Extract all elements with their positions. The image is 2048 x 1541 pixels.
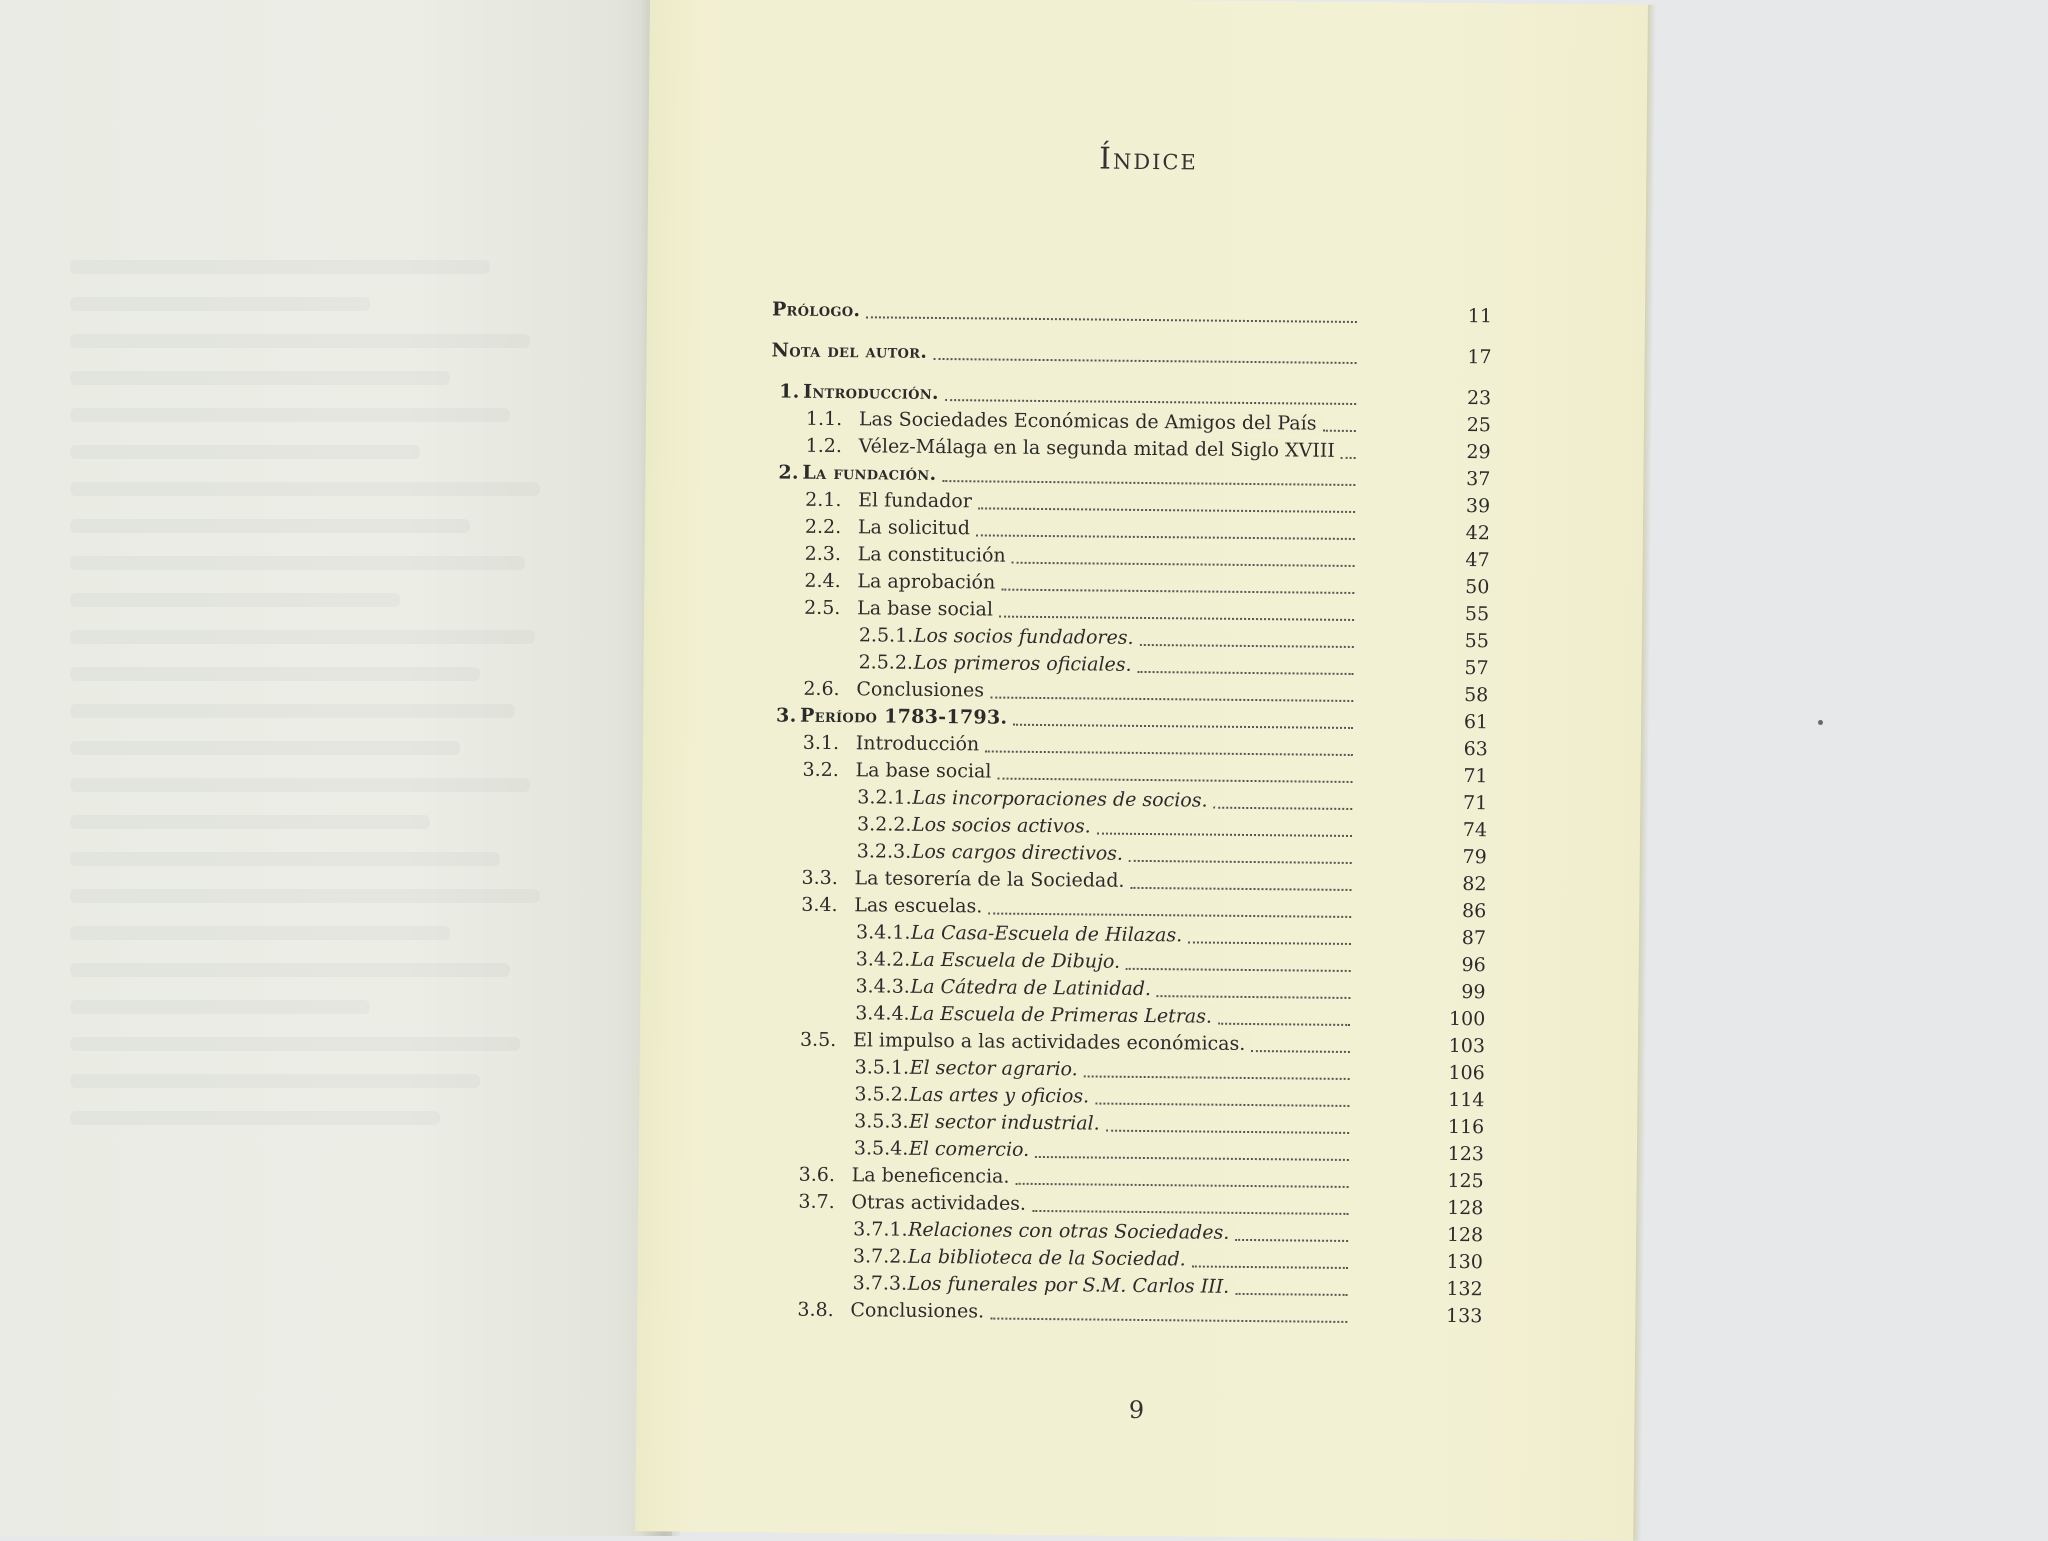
leader-dots <box>1016 1183 1349 1188</box>
toc-entry-label: Introducción. <box>803 381 945 404</box>
page-number: 9 <box>1128 1395 1145 1425</box>
toc-entry-number: 2.5.1. <box>858 624 914 647</box>
toc-entry-label: Nota del autor. <box>772 339 934 363</box>
leader-dots <box>1156 995 1350 999</box>
leader-dots <box>1032 1210 1348 1215</box>
table-of-contents <box>762 298 1492 1332</box>
toc-entry-label: La solicitud <box>858 516 976 539</box>
leader-dots <box>1138 671 1354 675</box>
toc-entry-page: 87 <box>1461 927 1487 950</box>
toc-entry-page: 103 <box>1448 1034 1486 1058</box>
toc-entry-number: 3.2. <box>802 758 839 782</box>
toc-entry-page: 58 <box>1464 684 1489 707</box>
toc-entry-page: 82 <box>1462 873 1487 896</box>
toc-entry-page: 57 <box>1464 657 1489 680</box>
toc-entry-number: 3.8. <box>797 1298 834 1322</box>
toc-entry-number: 3.4. <box>801 893 838 917</box>
toc-entry-number: 1. <box>779 380 800 403</box>
toc-entry-label: La constitución <box>858 543 1012 566</box>
toc-entry-number: 3.3. <box>801 866 838 890</box>
toc-entry-number: 3.4.2. <box>855 948 911 971</box>
toc-entry-label: Conclusiones. <box>850 1299 990 1322</box>
leader-dots <box>1106 1130 1349 1134</box>
bleed-through-text <box>70 260 550 1148</box>
toc-entry-number: 3.7.1. <box>853 1218 908 1241</box>
toc-entry-page: 96 <box>1461 954 1486 977</box>
toc-entry-page: 123 <box>1447 1142 1485 1166</box>
toc-entry-page: 133 <box>1446 1304 1483 1328</box>
toc-entry-number: 1.1. <box>805 407 843 431</box>
toc-entry-page: 23 <box>1466 387 1492 410</box>
toc-entry-label: Período 1783-1793. <box>800 705 1013 729</box>
toc-entry-page: 74 <box>1462 819 1488 842</box>
toc-entry-page: 55 <box>1464 603 1490 626</box>
toc-entry-number: 2.1. <box>805 488 842 512</box>
toc-entry-label: Los socios fundadores. <box>914 625 1140 649</box>
leader-dots <box>1235 1239 1348 1242</box>
toc-entry-number: 3. <box>776 704 797 727</box>
leader-dots <box>942 480 1355 486</box>
toc-entry-number: 2.5.2. <box>858 651 914 674</box>
leader-dots <box>1218 1023 1350 1026</box>
toc-entry-label: Relaciones con otras Sociedades. <box>908 1219 1235 1244</box>
toc-entry-label: Las incorporaciones de socios. <box>912 787 1213 812</box>
toc-entry-page: 50 <box>1465 576 1490 599</box>
toc-entry-page: 39 <box>1465 495 1491 518</box>
toc-entry-page: 128 <box>1446 1223 1484 1247</box>
toc-entry-label: La beneficencia. <box>852 1164 1016 1188</box>
toc-entry-number: 2.3. <box>804 542 842 566</box>
toc-entry-label: Introducción <box>856 732 986 755</box>
toc-entry-label: El impulso a las actividades económicas. <box>853 1029 1252 1055</box>
toc-entry-label: Las escuelas. <box>854 894 988 917</box>
toc-entry-number: 2.4. <box>804 569 841 593</box>
toc-entry <box>762 1298 1482 1332</box>
toc-entry-number: 2. <box>778 461 799 484</box>
toc-entry-label: Conclusiones <box>856 678 990 701</box>
leader-dots <box>1188 941 1351 945</box>
toc-entry-page: 128 <box>1447 1196 1484 1220</box>
toc-entry-page: 25 <box>1466 414 1492 437</box>
leader-dots <box>1012 562 1355 567</box>
leader-dots <box>1341 457 1356 459</box>
toc-entry-number: 3.1. <box>802 731 840 755</box>
leader-dots <box>978 507 1355 513</box>
toc-entry-number: 2.5. <box>804 596 841 620</box>
toc-entry-label: La base social <box>855 759 997 782</box>
toc-entry-label: La biblioteca de la Sociedad. <box>908 1246 1192 1271</box>
toc-entry-page: 61 <box>1463 711 1489 734</box>
right-page <box>635 0 1650 1541</box>
leader-dots <box>999 616 1354 621</box>
toc-entry-number: 3.7.2. <box>852 1245 908 1268</box>
leader-dots <box>1323 430 1356 432</box>
leader-dots <box>1013 724 1353 729</box>
toc-entry-page: 130 <box>1446 1250 1484 1274</box>
toc-entry-label: Prólogo. <box>772 298 867 321</box>
toc-entry-page: 42 <box>1465 522 1491 545</box>
left-page <box>0 0 672 1536</box>
toc-entry-page: 100 <box>1448 1007 1486 1031</box>
toc-entry-label: El sector industrial. <box>909 1111 1106 1135</box>
toc-entry <box>771 339 1491 373</box>
toc-entry-page: 47 <box>1465 549 1490 572</box>
toc-entry-label: Los primeros oficiales. <box>914 652 1138 676</box>
toc-entry-number: 3.5. <box>799 1028 837 1052</box>
leader-dots <box>990 1318 1347 1323</box>
toc-entry-number: 1.2. <box>805 434 843 458</box>
toc-entry-number: 2.2. <box>804 515 842 539</box>
toc-entry-page: 125 <box>1447 1169 1484 1193</box>
leader-dots <box>976 534 1355 540</box>
toc-entry-number: 3.4.3. <box>855 975 911 998</box>
leader-dots <box>998 778 1353 783</box>
toc-entry-number: 3.5.1. <box>854 1056 910 1079</box>
toc-entry-label: La aprobación <box>857 570 1001 593</box>
toc-entry-page: 11 <box>1467 305 1493 328</box>
toc-entry-label: La Casa-Escuela de Hilazas. <box>911 922 1188 947</box>
toc-entry-label: El fundador <box>858 489 978 512</box>
toc-entry-number: 3.6. <box>798 1163 836 1187</box>
toc-entry-page: 71 <box>1463 765 1488 788</box>
toc-entry-label: Los funerales por S.M. Carlos III. <box>908 1273 1236 1298</box>
toc-entry-number: 3.5.4. <box>853 1137 909 1160</box>
toc-entry-label: El sector agrario. <box>910 1057 1084 1081</box>
toc-entry-page: 106 <box>1448 1061 1485 1085</box>
toc-entry-page: 114 <box>1448 1088 1485 1112</box>
toc-entry-number: 3.2.1. <box>857 786 912 809</box>
toc-entry-page: 17 <box>1467 346 1492 369</box>
leader-dots <box>990 696 1353 701</box>
toc-entry-label: La tesorería de la Sociedad. <box>854 867 1130 892</box>
leader-dots <box>1140 644 1354 648</box>
leader-dots <box>1035 1156 1349 1161</box>
dust-speck <box>1818 720 1823 725</box>
toc-entry-number: 3.2.2. <box>856 813 912 836</box>
toc-entry-label: La fundación. <box>802 462 942 485</box>
toc-entry-label: Otras actividades. <box>851 1191 1032 1215</box>
toc-entry-page: 86 <box>1461 900 1487 923</box>
toc-entry-label: La Cátedra de Latinidad. <box>910 976 1157 1000</box>
leader-dots <box>1192 1265 1348 1268</box>
leader-dots <box>1095 1103 1349 1107</box>
toc-entry-page: 55 <box>1464 630 1489 653</box>
toc-entry-label: La Escuela de Dibujo. <box>911 949 1127 973</box>
toc-entry-page: 71 <box>1463 792 1488 815</box>
toc-entry-number: 3.2.3. <box>856 840 912 863</box>
toc-entry-number: 3.7. <box>798 1190 835 1214</box>
toc-entry-label: Las Sociedades Económicas de Amigos del País <box>859 408 1323 434</box>
leader-dots <box>988 912 1351 917</box>
leader-dots <box>1126 968 1351 972</box>
toc-entry-label: La Escuela de Primeras Letras. <box>910 1003 1218 1028</box>
leader-dots <box>1236 1293 1348 1296</box>
leader-dots <box>1084 1075 1350 1080</box>
toc-entry-number: 3.4.4. <box>855 1002 910 1025</box>
leader-dots <box>866 316 1357 323</box>
leader-dots <box>945 399 1356 405</box>
leader-dots <box>1213 807 1352 810</box>
toc-entry-label: Los cargos directivos. <box>912 841 1129 865</box>
toc-entry <box>772 298 1492 332</box>
toc-entry-label: Vélez-Málaga en la segunda mitad del Siglo XVIII <box>859 435 1341 462</box>
toc-entry-label: La base social <box>857 597 999 620</box>
leader-dots <box>1130 887 1351 891</box>
leader-dots <box>1097 833 1352 837</box>
leader-dots <box>934 358 1357 364</box>
toc-entry-number: 3.4.1. <box>855 921 911 944</box>
toc-entry-label: El comercio. <box>909 1138 1035 1161</box>
toc-entry-page: 79 <box>1462 846 1487 869</box>
leader-dots <box>985 750 1353 756</box>
toc-entry-number: 3.5.3. <box>854 1110 909 1133</box>
toc-entry-label: Los socios activos. <box>912 814 1097 838</box>
toc-entry-page: 29 <box>1466 441 1491 464</box>
toc-entry-page: 99 <box>1461 981 1486 1004</box>
toc-entry-page: 37 <box>1466 468 1491 491</box>
toc-entry-page: 116 <box>1447 1115 1485 1139</box>
leader-dots <box>1001 589 1354 594</box>
toc-entry-page: 63 <box>1463 738 1488 761</box>
toc-entry-number: 2.6. <box>803 677 840 701</box>
toc-entry-number: 3.7.3. <box>852 1272 908 1295</box>
leader-dots <box>1251 1050 1350 1053</box>
leader-dots <box>1129 860 1352 864</box>
page-title: Índice <box>1098 141 1199 178</box>
toc-entry-page: 132 <box>1446 1277 1483 1301</box>
toc-entry-number: 3.5.2. <box>854 1083 909 1106</box>
toc-entry-label: Las artes y oficios. <box>909 1084 1095 1108</box>
